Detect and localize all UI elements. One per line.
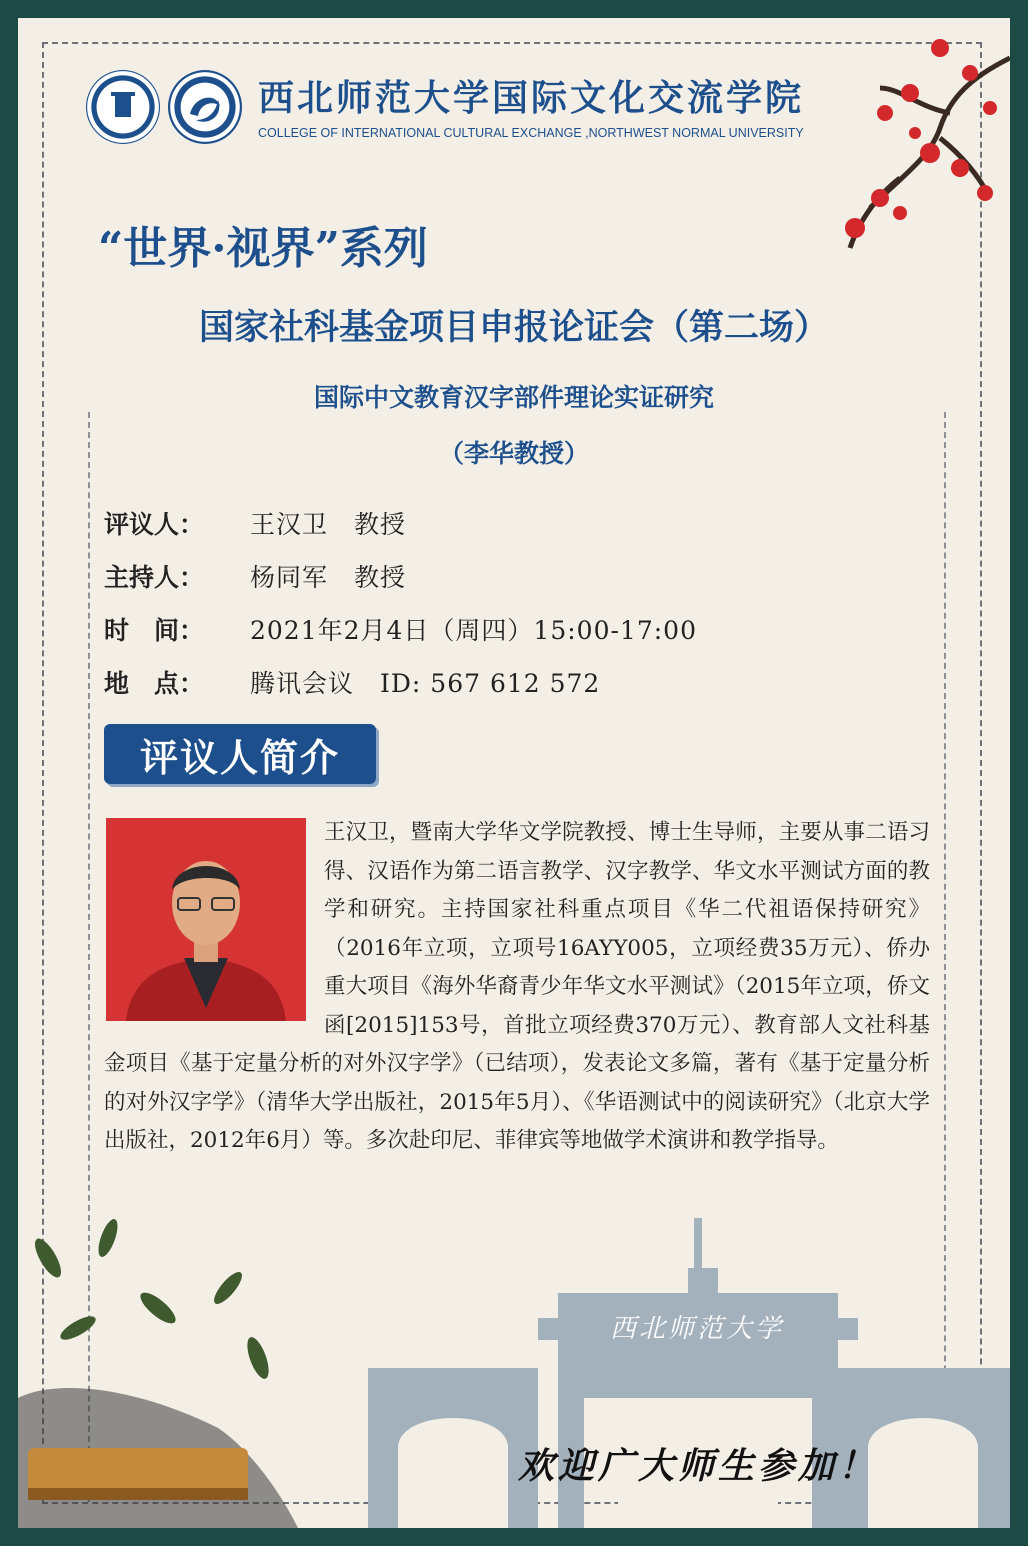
bio-text: 王汉卫，暨南大学华文学院教授、博士生导师，主要从事二语习得、汉语作为第二语言教学、汉字教学、华文水平测试方面的教学和研究。主持国家社科重点项目《华二代祖语保持研究》（2016年立项，立项号16AYY005，立项经费35万元）、侨办重大项目《海外华裔青少年华文水平测试》（2015年立项，侨文函[2015]153号，首批立项经费370万元）、教育部人文社科基金项目《基于定量分析的对外汉字学》（已结项），发表论文多篇，著有《基于定量分析的对外汉字学》（清华大学出版社，2015年5月）、《华语测试中的阅读研究》（北京大学出版社，2012年6月）等。多次赴印尼、菲律宾等地做学术演讲和教学指导。 xyxy=(104,820,930,1153)
info-label: 主持人： xyxy=(104,562,205,592)
info-value: 杨同军 教授 xyxy=(250,562,407,592)
info-row-location xyxy=(104,655,697,708)
info-label: 评议人： xyxy=(104,509,205,539)
info-row-reviewer xyxy=(104,496,697,549)
university-name-en: COLLEGE OF INTERNATIONAL CULTURAL EXCHANGE ,NORTHWEST NORMAL UNIVERSITY xyxy=(258,126,804,140)
info-row-time xyxy=(104,602,697,655)
gate-inscription: 西北师范大学 xyxy=(610,1314,785,1344)
university-name-cn: 西北师范大学国际文化交流学院 xyxy=(258,77,805,119)
project-speaker: （李华教授） xyxy=(438,439,589,468)
section-title: 评议人简介 xyxy=(104,724,376,784)
info-row-host xyxy=(104,549,697,602)
info-value: 2021年2月4日（周四）15:00-17:00 xyxy=(250,615,697,645)
project-topic: 国际中文教育汉字部件理论实证研究 xyxy=(313,383,714,412)
reviewer-bio xyxy=(104,814,930,1161)
event-info xyxy=(104,496,697,708)
poster xyxy=(18,18,1010,1528)
event-title: 国家社科基金项目申报论证会（第二场） xyxy=(198,308,829,348)
photo-spacer xyxy=(104,814,324,1045)
plum-blossom-icon xyxy=(790,18,1010,278)
info-label: 时 间： xyxy=(104,615,205,645)
info-value: 王汉卫 教授 xyxy=(250,509,407,539)
series-title: “世界·视界”系列 xyxy=(98,223,428,274)
info-label: 地 点： xyxy=(104,668,205,698)
university-header xyxy=(86,70,805,150)
info-value: 腾讯会议 ID: 567 612 572 xyxy=(250,668,601,698)
university-seal-icon xyxy=(86,70,160,144)
college-logo-icon xyxy=(168,70,242,144)
welcome-slogan: 欢迎广大师生参加！ xyxy=(518,1445,879,1487)
